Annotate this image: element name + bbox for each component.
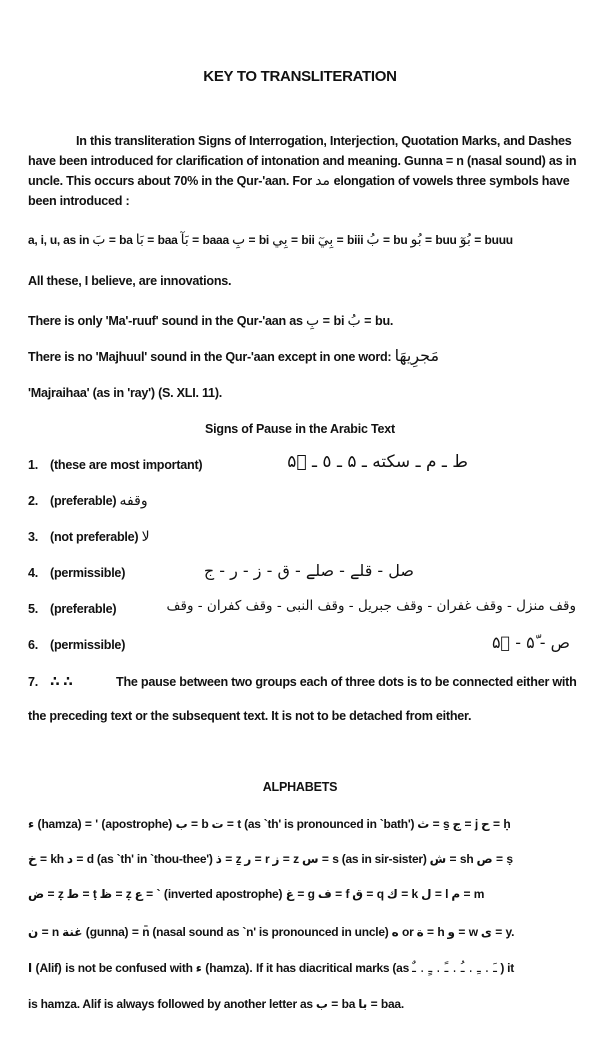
alphabet-row-3: ض = ẓ ط = ṭ ظ = ẓ ع = ` (inverted apostrophe) غ = g ف = f ق = q ك = k ل = l م = m <box>28 887 485 901</box>
vowel-item: بُوٓ = buuu <box>459 232 513 248</box>
pause-item-1: 1. (these are most important) <box>28 458 203 472</box>
pause-item-6: 6. (permissible) <box>28 638 126 652</box>
vowel-item: بُ = bu <box>366 232 408 248</box>
vowel-item: بِيٓ = biii <box>317 232 364 248</box>
pause-item-2: 2. (preferable) وقفه <box>28 493 148 509</box>
vowel-item: بَا = baa <box>135 232 178 248</box>
pause-item-4: 4. (permissible) <box>28 566 126 580</box>
intro-line-4: been introduced : <box>28 194 130 208</box>
intro-line-3 <box>28 173 576 189</box>
vowel-item: بِي = bii <box>272 232 315 248</box>
pause-item-5: 5. (preferable) <box>28 602 117 616</box>
pause-item-6-arabic: ص - ۵ّ - ۵ۛ <box>491 633 570 652</box>
alphabet-row-1: ء (hamza) = ' (apostrophe) ب = b ت = t (as `th' is pronounced in `bath') ث = s̱ ج = j ح = ḥ <box>28 817 511 831</box>
pause-item-1-arabic: ط ـ م ـ سكته ـ ۵ ـ ٥ ـ ۵ۜ <box>287 452 468 472</box>
alphabet-row-5: ا (Alif) is not be confused with ء (hamza). If it has diacritical marks (as ـَ . ـِ . ـُ . ـً . ـٍ . ـٌ ) it <box>28 961 514 976</box>
innovations-line: All these, I believe, are innovations. <box>28 274 232 288</box>
page-title: KEY TO TRANSLITERATION <box>203 68 397 85</box>
pause-item-5-arabic: وقف منزل - وقف غفران - وقف جبريل - وقف النبی - وقف کفران - وقف <box>166 598 576 614</box>
alphabet-row-4: ن = n غنة (gunna) = n̄ (nasal sound as `n' is pronounced in uncle) ه or ة = h و = w ى = y. <box>28 925 515 939</box>
vowel-examples <box>28 232 576 248</box>
vowel-item: بَآ = baaa <box>180 232 229 248</box>
intro-line-3-end: elongation of vowels three symbols have <box>333 174 570 188</box>
vowel-item: بَ = ba <box>92 232 133 248</box>
intro-line-2: have been introduced for clarification of intonation and meaning. Gunna = n (nasal sound) as in <box>28 154 577 168</box>
intro-line-1: In this transliteration Signs of Interrogation, Interjection, Quotation Marks, and Dashes <box>76 134 572 148</box>
majraihaa-line: 'Majraihaa' (as in 'ray') (S. XLI. 11). <box>28 386 223 400</box>
three-dots-icon: ∴ ∴ <box>50 673 73 689</box>
intro-line-3-start: uncle. This occurs about 70% in the Qur-'aan. For <box>28 174 312 188</box>
vowel-item: بُو = buu <box>410 232 457 248</box>
alphabet-row-6: is hamza. Alif is always followed by another letter as ب = ba با = baa. <box>28 997 404 1011</box>
intro-arabic-madd: مد <box>315 173 331 189</box>
pause-item-7-cont: the preceding text or the subsequent text. It is not to be detached from either. <box>28 709 472 723</box>
majhuul-line: There is no 'Majhuul' sound in the Qur-'aan except in one word: مَجرِيهَا <box>28 346 440 365</box>
vowel-item: بِ = bi <box>231 232 270 248</box>
alphabets-heading: ALPHABETS <box>262 780 338 794</box>
pause-heading: Signs of Pause in the Arabic Text <box>205 422 395 436</box>
maruuf-line: There is only 'Ma'-ruuf' sound in the Qur-'aan as بِ = bi بُ = bu. <box>28 313 394 329</box>
vowel-lead: a, i, u, as in <box>28 233 90 247</box>
pause-item-7: 7. ∴ ∴ The pause between two groups each of three dots is to be connected either with <box>28 673 577 689</box>
alphabet-row-2: خ = kh د = d (as `th' in `thou-thee') ذ = ẕ ر = r ز = z س = s (as in sir-sister) ش = sh ص = ṣ <box>28 852 513 866</box>
pause-item-3: 3. (not preferable) لا <box>28 529 150 545</box>
pause-item-4-arabic: صل - قلے - صلے - ق - ز - ر - ج <box>203 561 414 580</box>
